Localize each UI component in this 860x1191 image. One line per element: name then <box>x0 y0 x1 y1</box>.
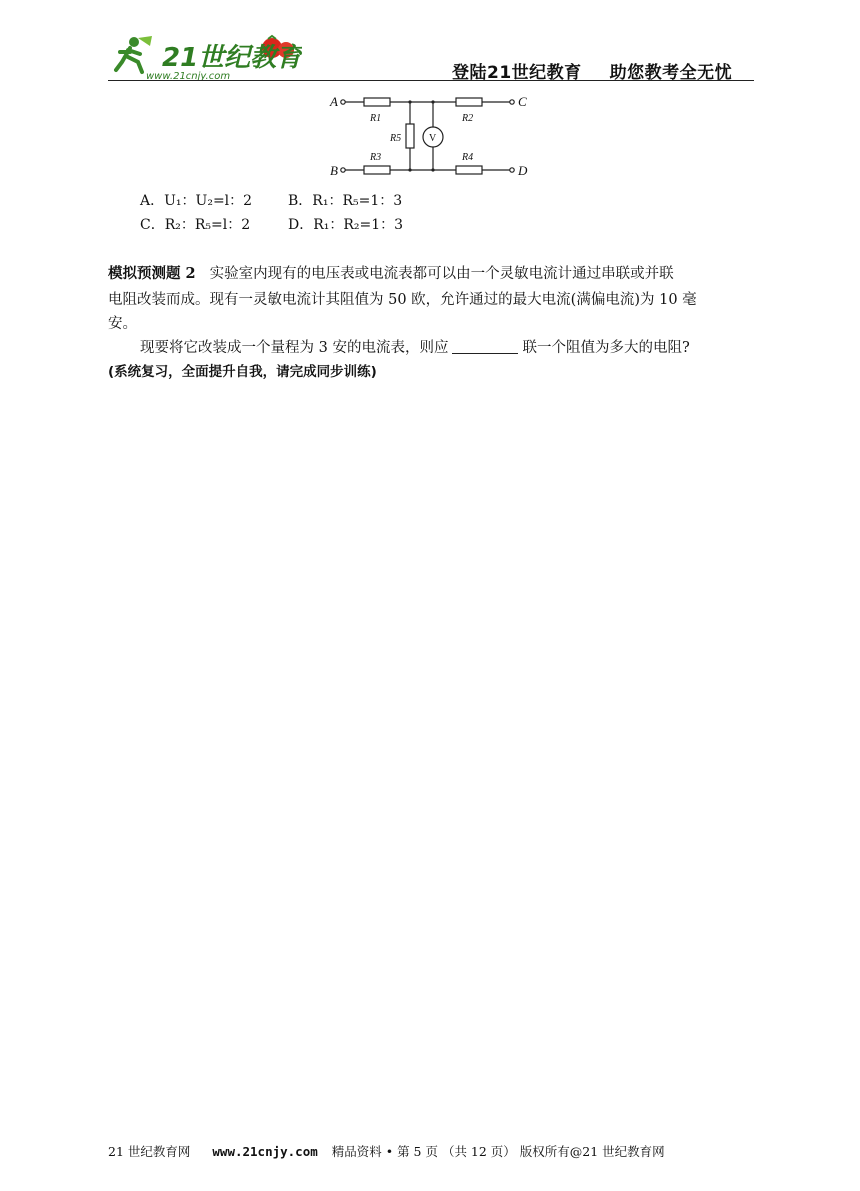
question-title: 模拟预测题 2 <box>108 265 196 282</box>
option-c-label: C． <box>140 217 165 233</box>
question-line-4 <box>140 336 690 357</box>
footer-url: www.21cnjy.com <box>212 1144 318 1159</box>
option-c <box>140 214 250 234</box>
header-divider <box>108 80 754 81</box>
question-line-2: 电阻改装而成。现有一灵敏电流计其阻值为 50 欧，允许通过的最大电流(满偏电流)为 10 毫 <box>108 292 697 308</box>
answer-blank <box>452 339 518 354</box>
resistor-r3 <box>364 166 390 174</box>
resistor-r5 <box>406 124 414 148</box>
study-tip: (系统复习，全面提升自我，请完成同步训练) <box>108 364 377 380</box>
circuit-diagram <box>320 90 540 182</box>
label-r4: R4 <box>462 152 474 163</box>
question-line-1 <box>108 262 674 283</box>
resistor-r4 <box>456 166 482 174</box>
terminal-d: D <box>518 163 528 178</box>
slogan-right: 助您教考全无忧 <box>609 63 733 83</box>
footer-info: 精品资料 • 第 5 页 （共 12 页） 版权所有@21 世纪教育网 <box>331 1144 665 1159</box>
label-v: V <box>429 133 437 144</box>
logo-text: 21世纪教育 <box>162 43 302 73</box>
question-text-4b: 联一个阻值为多大的电阻? <box>522 340 690 356</box>
question-text-4a: 现要将它改装成一个量程为 3 安的电流表，则应 <box>140 340 449 356</box>
label-r5: R5 <box>390 133 402 144</box>
option-d-label: D． <box>288 217 314 233</box>
option-b-text: R₁：R₅=1：3 <box>312 193 403 209</box>
label-r2: R2 <box>462 113 474 124</box>
site-logo <box>112 32 302 82</box>
resistor-r1 <box>364 98 390 106</box>
option-b <box>288 190 402 210</box>
runner-icon <box>116 36 152 72</box>
option-d-text: R₁：R₂=1：3 <box>313 217 404 233</box>
label-r3: R3 <box>370 152 382 163</box>
option-b-label: B． <box>288 193 313 209</box>
option-a <box>140 190 252 210</box>
label-r1: R1 <box>370 113 382 124</box>
question-text-1: 实验室内现有的电压表或电流表都可以由一个灵敏电流计通过串联或并联 <box>209 266 674 282</box>
question-line-3: 安。 <box>108 316 137 332</box>
option-d <box>288 214 403 234</box>
option-c-text: R₂：R₅=l：2 <box>164 217 251 233</box>
option-a-label: A． <box>140 193 165 209</box>
footer-site: 21 世纪教育网 <box>108 1144 191 1159</box>
page-footer <box>108 1142 665 1160</box>
slogan-left: 登陆21世纪教育 <box>452 63 582 83</box>
terminal-a: A <box>330 94 338 109</box>
terminal-c: C <box>518 94 527 109</box>
resistor-r2 <box>456 98 482 106</box>
terminal-b: B <box>330 163 338 178</box>
logo-url: www.21cnjy.com <box>146 71 231 82</box>
option-a-text: U₁：U₂=l：2 <box>164 193 253 209</box>
